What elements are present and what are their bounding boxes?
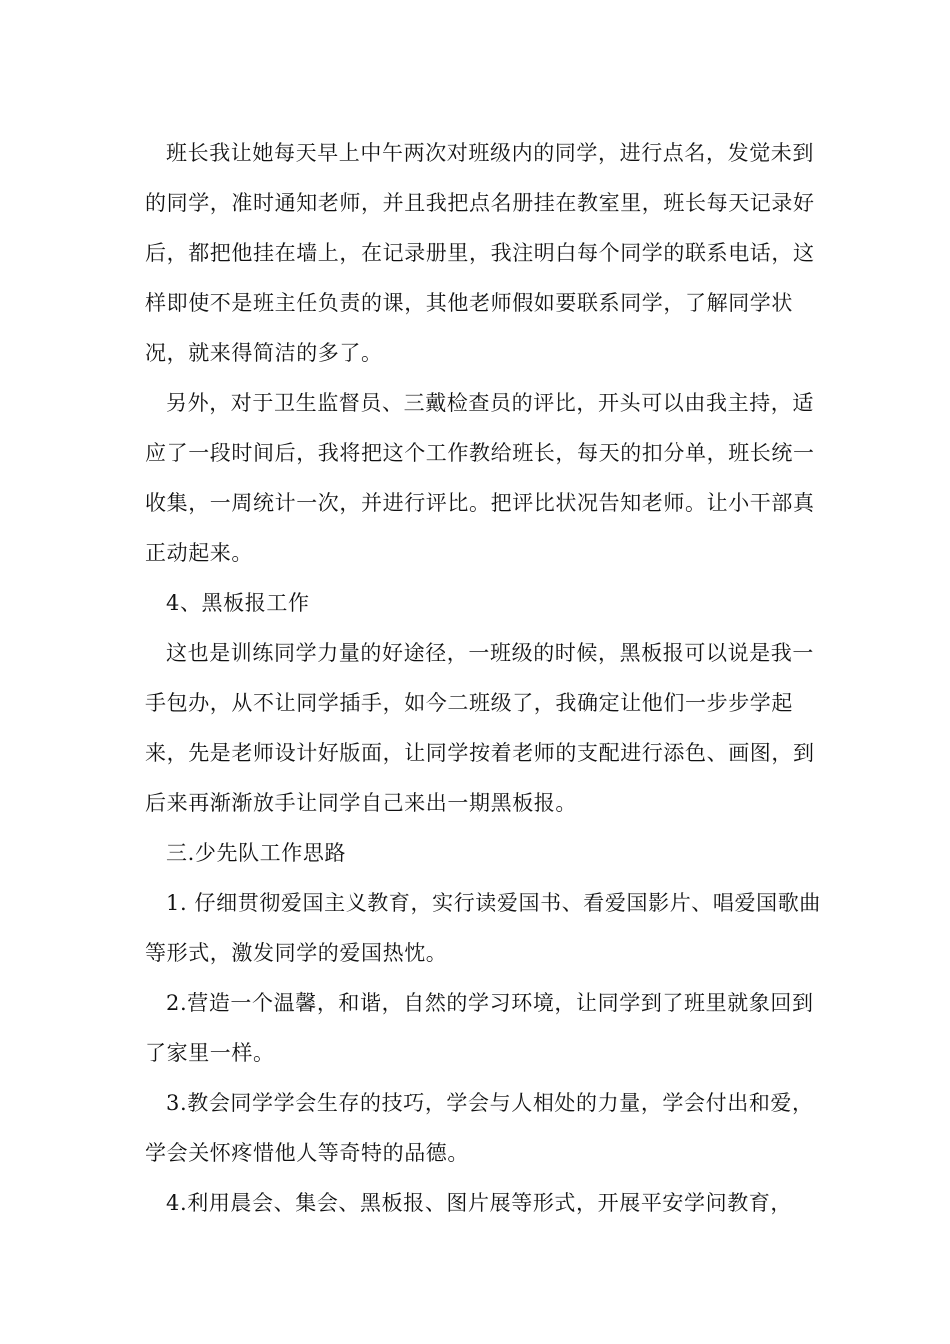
list-item-learning-environment: 2.营造一个温馨，和谐，自然的学习环境，让同学到了班里就象回到了家里一样。	[145, 991, 814, 1065]
paragraph-blackboard-training: 这也是训练同学力量的好途径，一班级的时候，黑板报可以说是我一手包办，从不让同学插手，如今二班级了，我确定让他们一步步学起来，先是老师设计好版面，让同学按着老师的支配进行添色、画图，到后来再渐渐放手让同学自己来出一期黑板报。	[145, 641, 815, 815]
section-heading-blackboard: 4、黑板报工作	[166, 591, 310, 615]
list-item-safety-education: 4.利用晨会、集会、黑板报、图片展等形式，开展平安学问教育，	[166, 1191, 793, 1215]
list-item-patriotic-education: 1. 仔细贯彻爱国主义教育，实行读爱国书、看爱国影片、唱爱国歌曲等形式，激发同学的爱国热忱。	[145, 891, 821, 965]
paragraph-hygiene-evaluation: 另外，对于卫生监督员、三戴检查员的评比，开头可以由我主持，适应了一段时间后，我将把这个工作教给班长，每天的扣分单，班长统一收集，一周统计一次，并进行评比。把评比状况告知老师。让小干部真正动起来。	[145, 391, 815, 565]
paragraph-class-monitor-rollcall: 班长我让她每天早上中午两次对班级内的同学，进行点名，发觉未到的同学，准时通知老师，并且我把点名册挂在教室里，班长每天记录好后，都把他挂在墙上，在记录册里，我注明白每个同学的联系电话，这样即使不是班主任负责的课，其他老师假如要联系同学，了解同学状况，就来得简洁的多了。	[145, 141, 815, 365]
section-heading-young-pioneers: 三.少先队工作思路	[166, 841, 347, 865]
document-body	[145, 128, 835, 1228]
list-item-life-skills: 3.教会同学学会生存的技巧，学会与人相处的力量，学会付出和爱，学会关怀疼惜他人等奇特的品德。	[145, 1091, 814, 1165]
